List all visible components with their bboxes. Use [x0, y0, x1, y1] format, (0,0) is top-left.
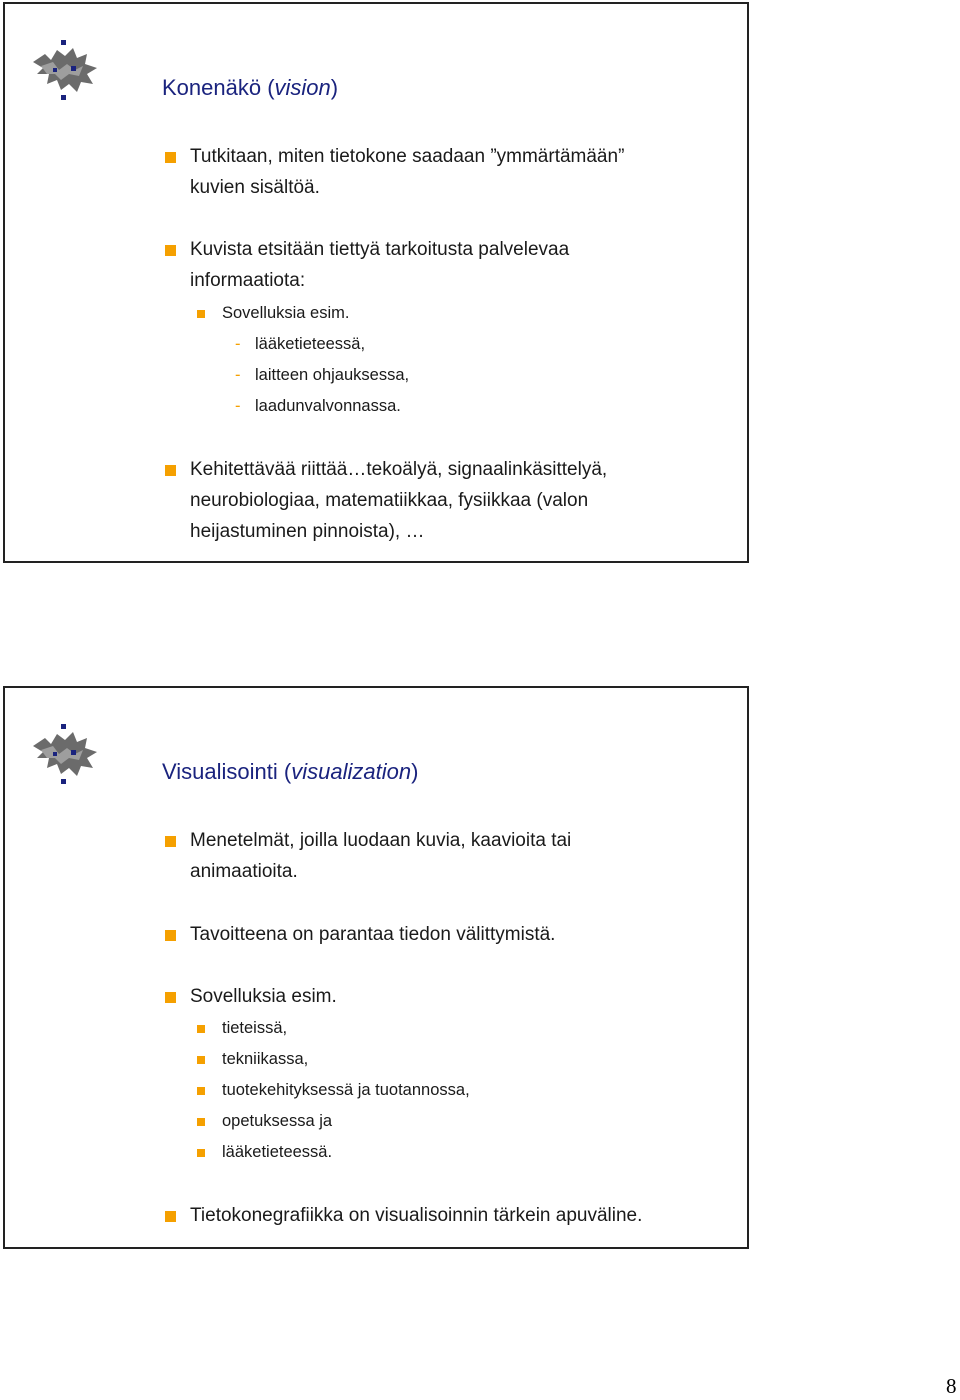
sub-bullet-item: tekniikassa, — [197, 1044, 308, 1075]
square-bullet-icon — [165, 245, 176, 256]
square-bullet-icon — [197, 310, 205, 318]
square-bullet-icon — [165, 1211, 176, 1222]
dash-icon: - — [235, 335, 241, 353]
dash-item: - laadunvalvonnassa. — [235, 391, 401, 422]
slide-title: Konenäkö (vision) — [162, 75, 339, 100]
square-bullet-icon — [197, 1149, 205, 1157]
square-bullet-icon — [197, 1056, 205, 1064]
sub-bullet-item: opetuksessa ja — [197, 1106, 332, 1137]
slide-visualisointi — [3, 686, 749, 1249]
university-flame-logo-icon — [31, 40, 101, 102]
sub-bullet-item: Sovelluksia esim. — [197, 298, 349, 329]
university-flame-logo-icon — [31, 724, 101, 786]
sub-bullet-item: tuotekehityksessä ja tuotannossa, — [197, 1075, 470, 1106]
sub-bullet-item: lääketieteessä. — [197, 1137, 332, 1168]
slide-title: Visualisointi (visualization) — [162, 759, 419, 784]
square-bullet-icon — [165, 992, 176, 1003]
dash-item: - laitteen ohjauksessa, — [235, 360, 409, 391]
bullet-item: Kehitettävää riittää…tekoälyä, signaalinkäsittelyä, neurobiologiaa, matematiikkaa, fysiikkaa (valon heijastuminen pinnoista), … — [165, 454, 607, 547]
dash-icon: - — [235, 397, 241, 415]
square-bullet-icon — [165, 465, 176, 476]
bullet-item: Kuvista etsitään tiettyä tarkoitusta palvelevaa informaatiota: — [165, 234, 569, 296]
page-number: 8 — [946, 1374, 957, 1398]
dash-item: - lääketieteessä, — [235, 329, 365, 360]
square-bullet-icon — [197, 1087, 205, 1095]
bullet-item: Menetelmät, joilla luodaan kuvia, kaavioita tai animaatioita. — [165, 825, 571, 887]
bullet-item: Tavoitteena on parantaa tiedon välittymistä. — [165, 919, 555, 950]
square-bullet-icon — [197, 1118, 205, 1126]
square-bullet-icon — [165, 930, 176, 941]
bullet-item: Tietokonegrafiikka on visualisoinnin tärkein apuväline. — [165, 1200, 642, 1231]
square-bullet-icon — [165, 836, 176, 847]
sub-bullet-item: tieteissä, — [197, 1013, 287, 1044]
square-bullet-icon — [197, 1025, 205, 1033]
slide-konenako — [3, 2, 749, 563]
bullet-item: Tutkitaan, miten tietokone saadaan ”ymmärtämään” kuvien sisältöä. — [165, 141, 624, 203]
square-bullet-icon — [165, 152, 176, 163]
dash-icon: - — [235, 366, 241, 384]
bullet-item: Sovelluksia esim. — [165, 981, 337, 1012]
